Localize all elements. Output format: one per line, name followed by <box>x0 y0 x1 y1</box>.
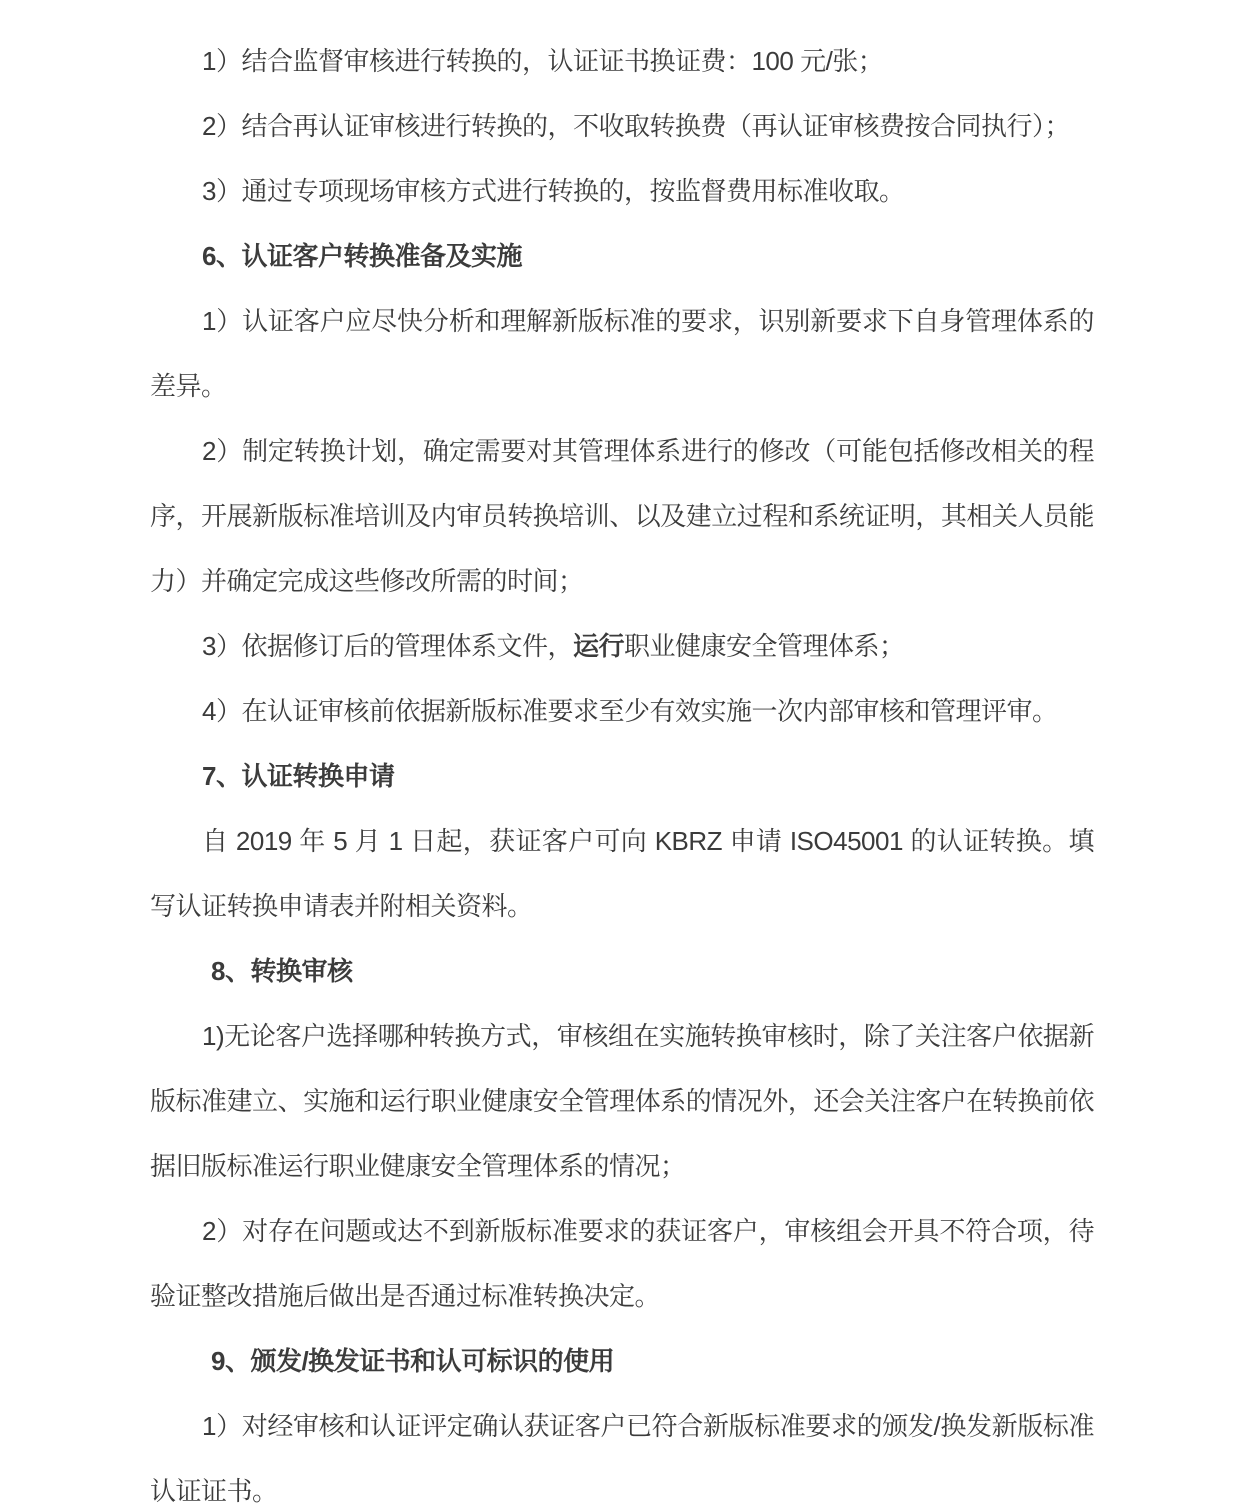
bold-text-run: 6、认证客户转换准备及实施 <box>202 241 522 271</box>
bold-text-run: 7、认证转换申请 <box>202 761 395 791</box>
paragraph <box>150 1394 1094 1506</box>
bold-text-run: 运行 <box>572 631 624 661</box>
section-heading <box>150 939 1094 1004</box>
text-run: 3）通过专项现场审核方式进行转换的，按监督费用标准收取。 <box>202 176 905 206</box>
paragraph <box>150 29 1094 94</box>
paragraph <box>150 679 1094 744</box>
text-run: 2）对存在问题或达不到新版标准要求的获证客户，审核组会开具不符合项，待验证整改措施后做出是否通过标准转换决定。 <box>150 1216 1094 1311</box>
text-run: 4）在认证审核前依据新版标准要求至少有效实施一次内部审核和管理评审。 <box>202 696 1058 726</box>
section-heading <box>150 744 1094 809</box>
paragraph <box>150 419 1094 614</box>
paragraph <box>150 1004 1094 1199</box>
text-run: 1)无论客户选择哪种转换方式，审核组在实施转换审核时，除了关注客户依据新版标准建立、实施和运行职业健康安全管理体系的情况外，还会关注客户在转换前依据旧版标准运行职业健康安全管理体系的情况； <box>150 1021 1094 1181</box>
section-heading <box>150 1329 1094 1394</box>
text-run: 1）认证客户应尽快分析和理解新版标准的要求，识别新要求下自身管理体系的差异。 <box>150 306 1094 401</box>
paragraph <box>150 809 1094 939</box>
text-run: 3）依据修订后的管理体系文件， <box>202 631 573 661</box>
text-run: 1）对经审核和认证评定确认获证客户已符合新版标准要求的颁发/换发新版标准认证证书。 <box>150 1411 1094 1506</box>
bold-text-run: 8、转换审核 <box>211 956 353 986</box>
bold-text-run: 9、颁发/换发证书和认可标识的使用 <box>211 1346 615 1376</box>
text-run: 1）结合监督审核进行转换的，认证证书换证费：100 元/张； <box>202 46 884 76</box>
text-run: 2）制定转换计划，确定需要对其管理体系进行的修改（可能包括修改相关的程序，开展新版标准培训及内审员转换培训、以及建立过程和系统证明，其相关人员能力）并确定完成这些修改所需的时间； <box>150 436 1094 596</box>
paragraph <box>150 1199 1094 1329</box>
paragraph <box>150 289 1094 419</box>
paragraph <box>150 159 1094 224</box>
text-run: 自 2019 年 5 月 1 日起，获证客户可向 KBRZ 申请 ISO45001 的认证转换。填写认证转换申请表并附相关资料。 <box>150 826 1094 921</box>
text-run: 2）结合再认证审核进行转换的，不收取转换费（再认证审核费按合同执行）； <box>202 111 1070 141</box>
paragraph <box>150 614 1094 679</box>
text-run: 职业健康安全管理体系； <box>623 631 905 661</box>
paragraph <box>150 94 1094 159</box>
section-heading <box>150 224 1094 289</box>
document-body <box>150 29 1094 1506</box>
